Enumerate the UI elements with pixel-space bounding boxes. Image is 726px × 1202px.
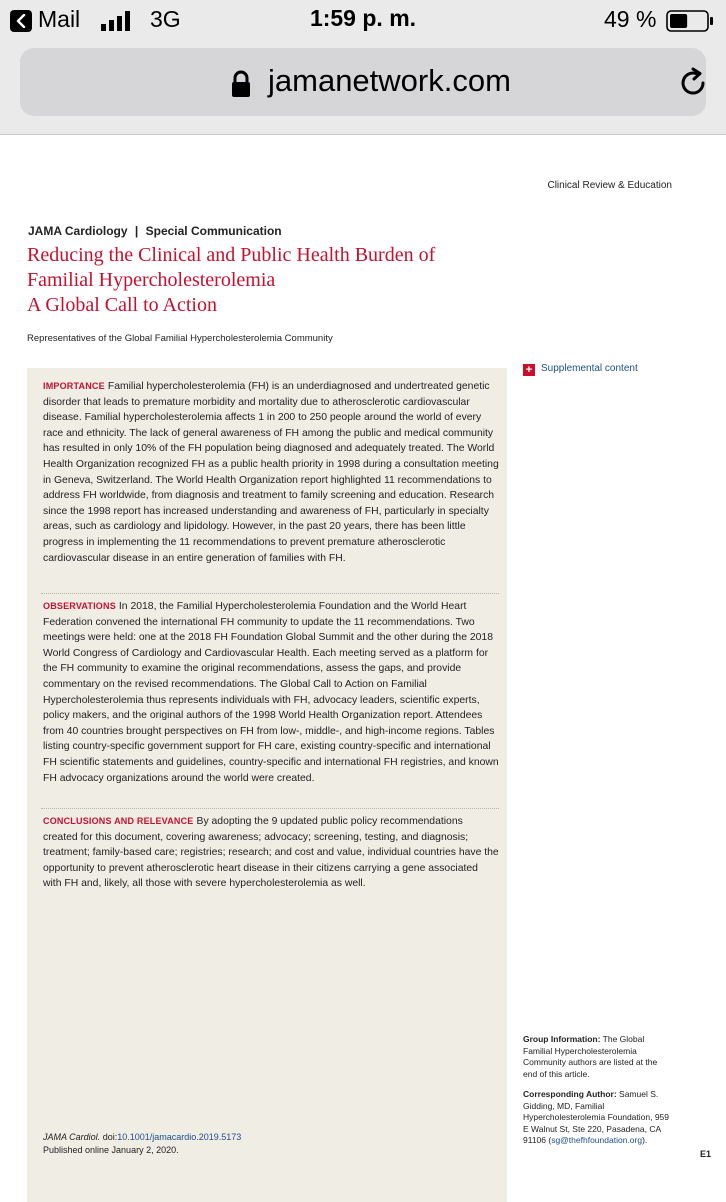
- importance-text: Familial hypercholesterolemia (FH) is an underdiagnosed and undertreated genetic disorder that leads to premature morbidity and mortality due to atherosclerotic cardiovascular disease. Familial hypercholesterolemia affects 1 in 200 to 250 people around the world of every race and ethnicity. The lack of general awareness of FH among the public and medical community has resulted in only 10% of the FH population being diagnosed and adequately treated. The World Health Organization recognized FH as a public health priority in 1998 during a consultation meeting in Geneva, Switzerland. The World Health Organization report highlighted 11 recommendations to address FH worldwide, from diagnosis and treatment to family screening and education. Research since the 1998 report has increased understanding and awareness of FH, particularly in specialty areas, such as cardiology and lipidology. However, in the past 20 years, there has been little progress in implementing the 11 recommendations to prevent premature atherosclerotic cardiovascular disease in an entire generation of families with FH.: [43, 381, 499, 564]
- section-label: Clinical Review & Education: [547, 180, 672, 191]
- abstract-importance: [43, 379, 499, 566]
- corresponding-text: Samuel S. Gidding, MD, Familial Hypercholesterolemia Foundation, 959 E Walnut St, Ste 220, Pasadena, CA 91106 (: [523, 1089, 670, 1145]
- browser-toolbar: [0, 42, 726, 135]
- corresponding-email-link[interactable]: sg@thefhfoundation.org: [551, 1135, 643, 1145]
- published-date: Published online January 2, 2020.: [43, 1144, 179, 1155]
- journal-separator: |: [134, 224, 139, 238]
- corresponding-author: [523, 1089, 673, 1147]
- battery-percent: 49 %: [604, 6, 657, 32]
- abstract-box: [27, 368, 507, 1202]
- abstract-conclusions: [43, 814, 499, 892]
- journal-name: JAMA Cardiology: [28, 224, 128, 238]
- journal-abbrev: JAMA Cardiol.: [43, 1132, 101, 1142]
- article-title: Reducing the Clinical and Public Health Burden of Familial Hypercholesterolemia: [27, 244, 436, 291]
- url-text[interactable]: jamanetwork.com: [268, 63, 511, 98]
- abstract-divider: [41, 808, 499, 809]
- reload-icon[interactable]: [676, 66, 710, 100]
- back-app-label[interactable]: Mail: [38, 6, 81, 32]
- doi-prefix: doi:: [102, 1132, 118, 1142]
- supplemental-label[interactable]: Supplemental content: [541, 363, 638, 374]
- observations-heading: OBSERVATIONS: [43, 601, 116, 611]
- abstract-divider: [41, 593, 499, 594]
- article-authors: Representatives of the Global Familial Hypercholesterolemia Community: [27, 333, 333, 344]
- article-type: Special Communication: [145, 224, 282, 238]
- citation-doi-line: [43, 1131, 241, 1144]
- article-subtitle: A Global Call to Action: [27, 294, 217, 316]
- address-bar[interactable]: [20, 48, 706, 116]
- clock: 1:59 p. m.: [309, 5, 417, 31]
- network-type: 3G: [150, 6, 181, 32]
- status-bar: [0, 0, 726, 42]
- conclusions-text: By adopting the 9 updated public policy recommendations created for this document, covering awareness; advocacy; screening, testing, and diagnosis; treatment; family-based care; registries; research; and cost and value, individual countries have the opportunity to prevent atherosclerotic heart disease in their citizens carrying a gene associated with FH and, likely, all those with severe hypercholesterolemia as well.: [43, 816, 499, 890]
- corresponding-close: ).: [642, 1135, 648, 1145]
- importance-heading: IMPORTANCE: [43, 381, 105, 391]
- group-info-label: Group Information:: [523, 1034, 601, 1044]
- conclusions-heading: CONCLUSIONS AND RELEVANCE: [43, 816, 194, 826]
- citation: [43, 1131, 241, 1156]
- corresponding-label: Corresponding Author:: [523, 1089, 617, 1099]
- abstract-observations: [43, 599, 499, 786]
- lock-icon: [230, 70, 252, 98]
- group-information: [523, 1034, 673, 1080]
- journal-line: [28, 224, 282, 238]
- article-page: [0, 135, 726, 1200]
- page-number: E1: [700, 1149, 712, 1159]
- group-info-text: The Global Familial Hypercholesterolemia Community authors are listed at the end of this article.: [523, 1034, 658, 1079]
- plus-icon: +: [523, 364, 535, 376]
- supplemental-content-link[interactable]: [523, 363, 638, 376]
- battery-icon: [666, 10, 714, 32]
- doi-link[interactable]: 10.1001/jamacardio.2019.5173: [117, 1132, 242, 1142]
- observations-text: In 2018, the Familial Hypercholesterolemia Foundation and the World Heart Federation convened the international FH community to update the 11 recommendations. Two meetings were held: one at the 2018 FH Foundation Global Summit and the other during the 2018 World Congress of Cardiology and Cardiovascular Health. Each meeting served as a platform for the FH community to examine the original recommendations, assess the gaps, and provide commentary on the revised recommendations. The Global Call to Action on Familial Hypercholesterolemia thus represents individuals with FH, advocacy leaders, scientific experts, policy makers, and the original authors of the 1998 World Health Organization report. Attendees from 40 countries brought perspectives on FH from low-, middle-, and high-income regions. Tables listing country-specific government support for FH care, existing country-specific and international FH scientific statements and guidelines, country-specific and international FH registries, and known FH advocacy organizations around the world were created.: [43, 601, 499, 784]
